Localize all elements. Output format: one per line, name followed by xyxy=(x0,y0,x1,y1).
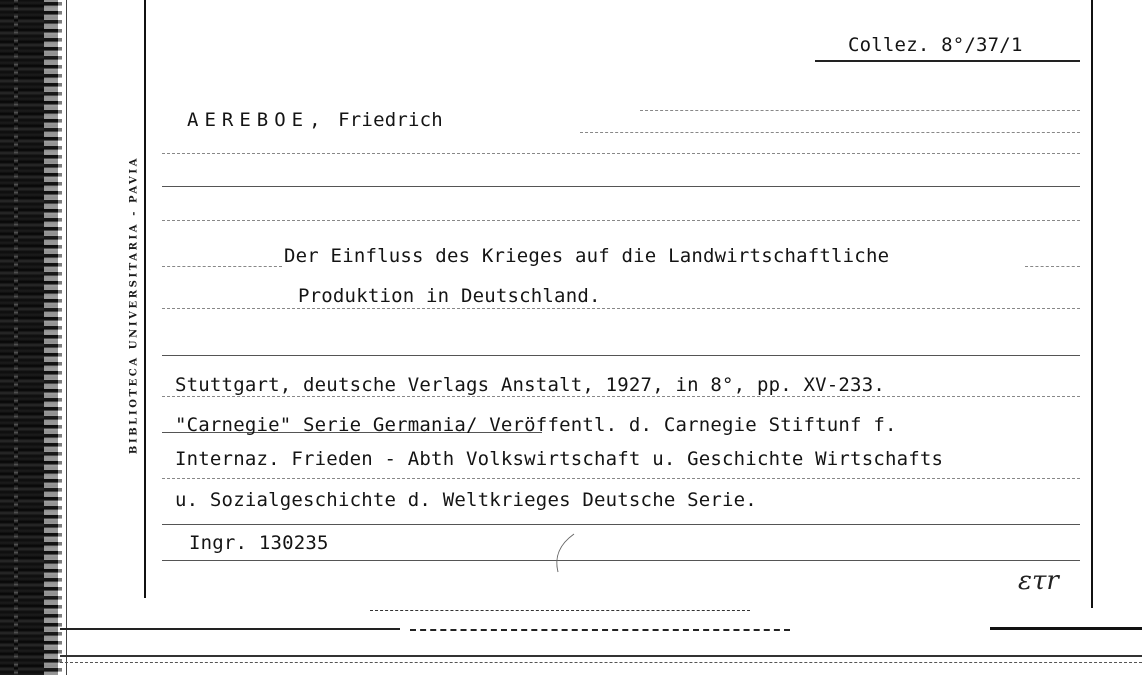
ruled-line xyxy=(162,186,1080,188)
author-given-name: Friedrich xyxy=(338,109,443,131)
imprint-line: Stuttgart, deutsche Verlags Anstalt, 1927, in 8°, pp. XV-233. xyxy=(175,374,885,396)
scan-artifact-line xyxy=(990,627,1142,631)
scan-artifact-line xyxy=(60,655,1142,658)
ruled-line xyxy=(162,308,1080,310)
ruled-line xyxy=(162,524,1080,526)
collocation-rule xyxy=(815,60,1080,63)
ruled-line xyxy=(1025,266,1080,268)
scan-edge-stripe xyxy=(14,0,18,675)
scan-edge-speckle xyxy=(44,0,62,675)
title-line: Der Einfluss des Krieges auf die Landwirtschaftliche xyxy=(284,245,890,267)
pen-stroke-mark xyxy=(548,530,578,575)
collocation-mark: Collez. 8°/37/1 xyxy=(848,34,1023,56)
title-line: Produktion in Deutschland. xyxy=(298,285,601,307)
ruled-line xyxy=(162,266,282,268)
scan-artifact-line xyxy=(370,610,750,612)
scan-artifact-line xyxy=(60,628,400,631)
ruled-line xyxy=(162,560,1080,562)
series-note-line: u. Sozialgeschichte d. Weltkrieges Deutsche Serie. xyxy=(175,489,757,511)
scan-artifact-line xyxy=(60,662,1142,664)
ruled-line xyxy=(640,110,1080,112)
inventory-number: Ingr. 130235 xyxy=(189,532,329,554)
library-stamp: BIBLIOTECA UNIVERSITARIA - PAVIA xyxy=(128,155,140,455)
author-surname: AEREBOE, xyxy=(187,109,327,131)
scan-artifact-line xyxy=(410,629,790,632)
ruled-line xyxy=(162,396,1080,398)
ruled-line xyxy=(162,355,1080,357)
card-left-margin-rule xyxy=(144,0,146,598)
card-right-margin-rule xyxy=(1091,0,1093,608)
ruled-line xyxy=(162,478,1080,480)
card-inner-edge xyxy=(66,0,67,675)
ruled-line xyxy=(162,153,1080,155)
ruled-line xyxy=(162,220,1080,222)
author-heading xyxy=(187,109,443,131)
ruled-line xyxy=(580,132,1080,134)
series-note-line: "Carnegie" Serie Germania/ Veröffentl. d. Carnegie Stiftunf f. xyxy=(175,414,897,436)
handwritten-mark: ετr xyxy=(1018,566,1059,596)
series-note-line: Internaz. Frieden - Abth Volkswirtschaft u. Geschichte Wirtschafts xyxy=(175,448,944,470)
